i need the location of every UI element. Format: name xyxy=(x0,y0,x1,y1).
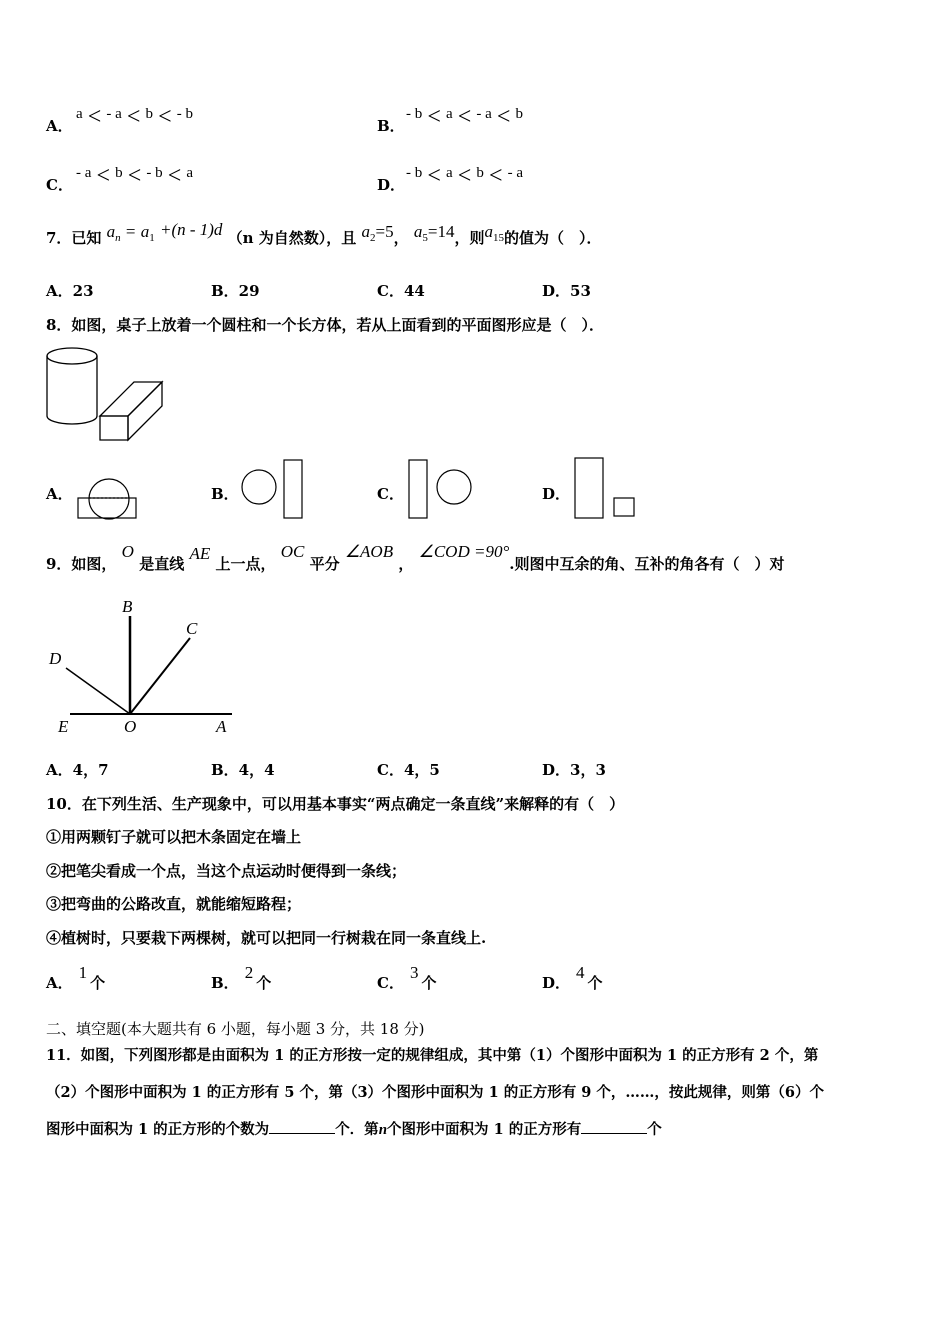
q11-line-1: 11．如图，下列图形都是由面积为 1 的正方形按一定的规律组成，其中第（1）个图形中面积为 1 的正方形有 2 个，第 xyxy=(46,1047,819,1064)
q11-blank-1[interactable] xyxy=(269,1119,335,1134)
q9-option-d: D．3，3 xyxy=(542,761,606,779)
q7-question: 7．已知 $a_n = a_1 +(n - 1)d$ （n 为自然数），且 $a_2=5$， $a_5=14$，则$a_{15}$的值为（ ）． xyxy=(46,220,602,247)
q9-option-c: C．4，5 xyxy=(377,761,440,779)
label-D: D xyxy=(49,649,62,668)
q8-option-c-figure xyxy=(406,457,476,521)
q10-option-b: B．2个 xyxy=(211,963,272,992)
q9-option-b: B．4，4 xyxy=(211,761,275,779)
q10-option-d: D．4个 xyxy=(542,963,603,992)
q6-option-b-expr: - b < a < - a < b xyxy=(406,104,524,130)
q6-option-b: B． xyxy=(377,117,405,135)
label-B: B xyxy=(122,597,133,616)
q8-option-a: A． xyxy=(46,485,73,503)
q10-question: 10．在下列生活、生产现象中，可以用基本事实“两点确定一条直线”来解释的有（ ） xyxy=(46,795,625,813)
q10-item-2: ②把笔尖看成一个点，当这个点运动时便得到一条线； xyxy=(46,862,407,880)
label-O: O xyxy=(124,717,137,736)
q6-option-c-expr: - a < b < - b < a xyxy=(76,163,194,189)
q7-option-c: C．44 xyxy=(377,282,425,300)
label-A: A xyxy=(216,717,227,736)
label-E: E xyxy=(58,717,69,736)
q11-line-2: （2）个图形中面积为 1 的正方形有 5 个，第（3）个图形中面积为 1 的正方形有 9 个，……，按此规律，则第（6）个 xyxy=(46,1084,825,1101)
q10-option-a: A．1个 xyxy=(46,963,106,992)
q10-item-4: ④植树时，只要栽下两棵树，就可以把同一行树栽在同一条直线上. xyxy=(46,929,487,947)
q6-option-c: C． xyxy=(46,176,73,194)
section2-title: 二、填空题(本大题共有 6 小题，每小题 3 分，共 18 分) xyxy=(46,1020,425,1038)
q8-option-b-figure xyxy=(240,457,306,521)
q6-option-a-expr: a < - a < b < - b xyxy=(76,104,194,130)
q8-option-d: D． xyxy=(542,485,571,503)
q7-option-d: D．53 xyxy=(542,282,591,300)
q8-option-a-figure xyxy=(76,469,138,521)
q10-item-1: ①用两颗钉子就可以把木条固定在墙上 xyxy=(46,828,302,846)
q6-option-d: D． xyxy=(377,176,406,194)
q9-question: 9．如图， O 是直线 AE 上一点， OC 平分 ∠AOB ， ∠COD =90°.则图中互余的角、互补的角各有（ ）对 xyxy=(46,542,785,573)
label-C: C xyxy=(186,619,198,638)
q10-item-3: ③把弯曲的公路改直，就能缩短路程； xyxy=(46,895,302,913)
q11-blank-2[interactable] xyxy=(581,1119,647,1134)
q9-figure-angles xyxy=(44,594,244,740)
q6-option-d-expr: - b < a < b < - a xyxy=(406,163,524,189)
q9-option-a: A．4，7 xyxy=(46,761,109,779)
q8-option-c: C． xyxy=(377,485,404,503)
q8-option-b: B． xyxy=(211,485,239,503)
q7-option-b: B．29 xyxy=(211,282,260,300)
q6-option-a: A． xyxy=(46,117,73,135)
q7-option-a: A．23 xyxy=(46,282,94,300)
q11-line-3: 图形中面积为 1 的正方形的个数为 个．第n个图形中面积为 1 的正方形有 个 xyxy=(46,1121,662,1138)
q8-figure-cylinder-box xyxy=(44,344,168,444)
q10-option-c: C．3个 xyxy=(377,963,437,992)
q8-option-d-figure xyxy=(572,455,638,521)
q8-question: 8．如图，桌子上放着一个圆柱和一个长方体，若从上面看到的平面图形应是（ ）． xyxy=(46,316,604,334)
